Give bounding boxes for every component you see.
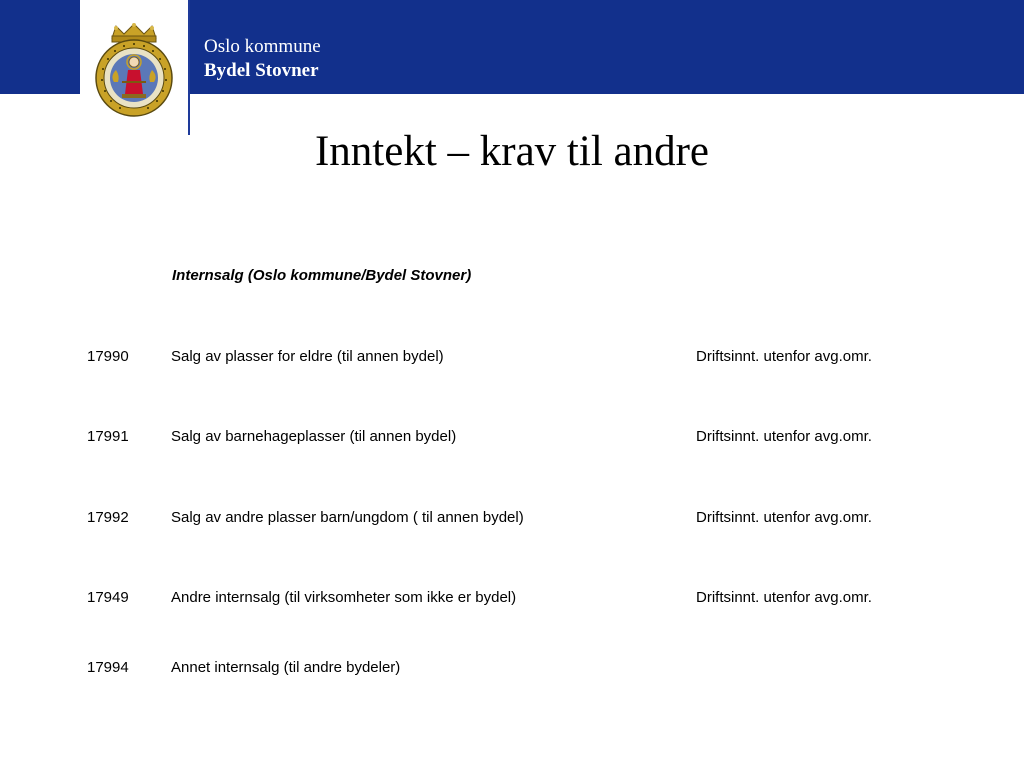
account-code: 17991 <box>87 428 129 445</box>
account-description: Salg av plasser for eldre (til annen bydel) <box>171 348 444 365</box>
account-description: Salg av andre plasser barn/ungdom ( til annen bydel) <box>171 509 524 526</box>
slide-title: Inntekt – krav til andre <box>314 128 710 175</box>
account-description: Andre internsalg (til virksomheter som ikke er bydel) <box>171 589 517 606</box>
account-description: Salg av barnehageplasser (til annen bydel) <box>171 428 457 445</box>
account-code: 17949 <box>87 589 129 606</box>
account-category: Driftsinnt. utenfor avg.omr. <box>696 509 872 526</box>
account-category: Driftsinnt. utenfor avg.omr. <box>696 589 872 606</box>
account-code: 17992 <box>87 509 129 526</box>
section-heading: Internsalg (Oslo kommune/Bydel Stovner) <box>172 267 472 284</box>
account-code: 17990 <box>87 348 129 365</box>
account-description: Annet internsalg (til andre bydeler) <box>171 659 401 676</box>
account-category: Driftsinnt. utenfor avg.omr. <box>696 348 872 365</box>
account-category: Driftsinnt. utenfor avg.omr. <box>696 428 872 445</box>
org-name: Oslo kommune <box>204 36 321 57</box>
department-name: Bydel Stovner <box>204 60 319 81</box>
account-code: 17994 <box>87 659 129 676</box>
